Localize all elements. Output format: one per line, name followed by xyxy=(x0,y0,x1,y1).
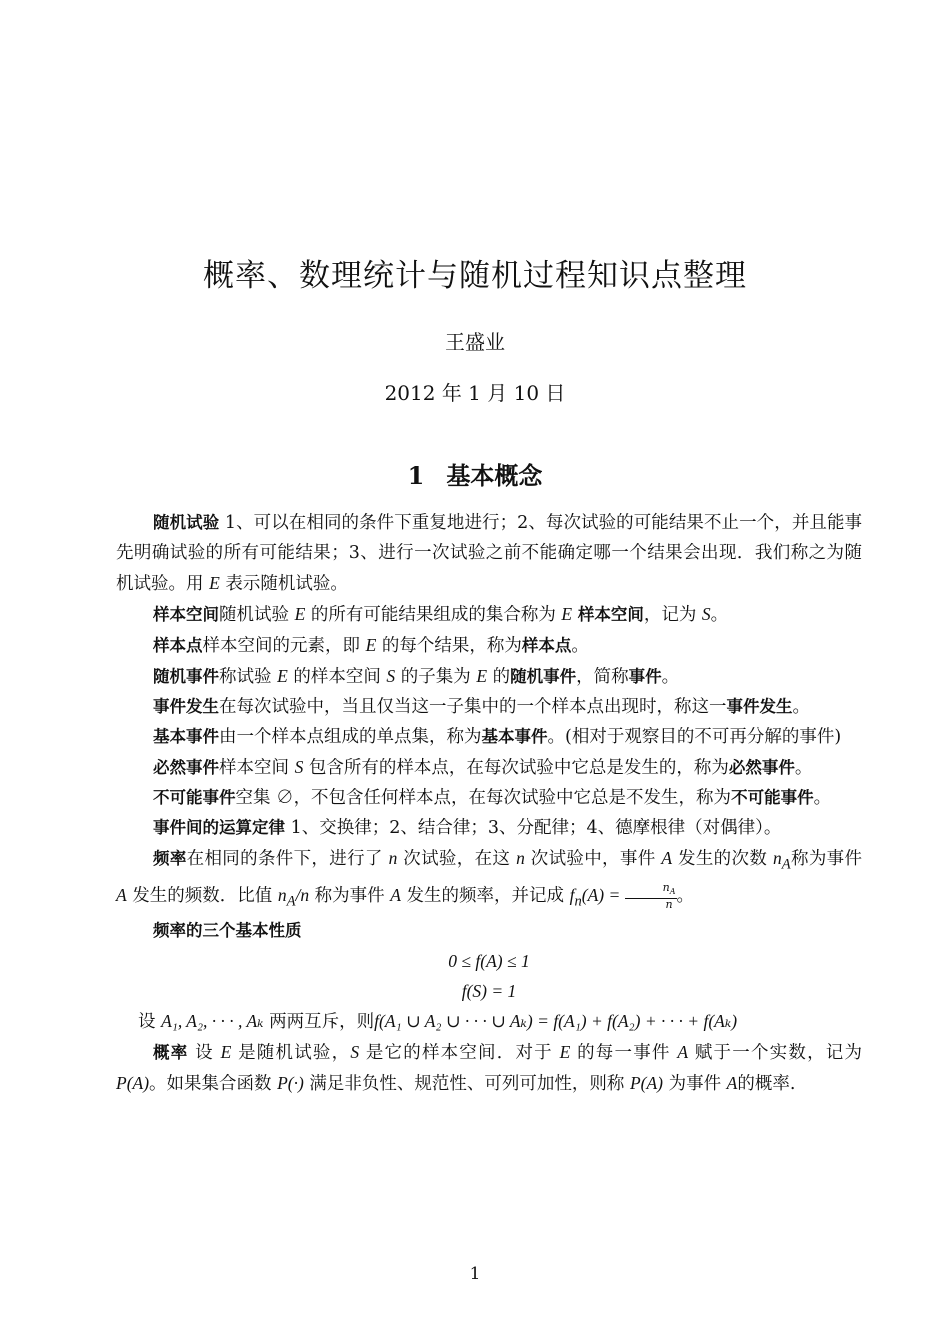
math-var: E xyxy=(559,1042,571,1062)
math-var: f xyxy=(569,884,575,905)
text: 的每个结果，称为 xyxy=(376,636,522,656)
math-var: E xyxy=(294,604,306,624)
text: 的样本空间 xyxy=(287,667,387,687)
term: 样本空间 xyxy=(153,605,219,624)
text: 。 xyxy=(813,788,832,808)
term: 基本事件 xyxy=(481,727,548,746)
math-var: P(A) xyxy=(629,1073,664,1093)
math-var: E xyxy=(209,573,220,593)
text: 次试验，在这 xyxy=(397,849,517,869)
math-var: S xyxy=(701,604,711,624)
text: 。 xyxy=(676,885,695,906)
text: 在每次试验中，当且仅当这一子集中的一个样本点出现时，称这一 xyxy=(219,697,727,717)
text: 。 xyxy=(710,605,729,625)
author: 王盛业 xyxy=(445,330,505,354)
text: 为事件 xyxy=(663,1074,727,1094)
term: 事件间的运算定律 xyxy=(153,818,285,837)
text: 称试验 xyxy=(219,667,278,687)
section-title: 基本概念 xyxy=(446,461,543,490)
math-var: /n xyxy=(295,884,310,905)
math-formula: f(A₁ ∪ A₂ ∪ · · · ∪ Aₖ) = f(A₁) + f(A₂) + · · · + f(Aₖ) xyxy=(374,1011,738,1031)
body-text xyxy=(116,508,862,1099)
text: 空集 ∅，不包含任何样本点，在每次试验中它总是不发生，称为 xyxy=(235,788,732,808)
math-var: A xyxy=(677,1042,689,1062)
math-var: (A) = xyxy=(581,884,625,905)
fraction-denominator: n xyxy=(665,897,673,911)
term: 必然事件 xyxy=(728,758,795,777)
paragraph-random-experiment xyxy=(116,508,862,599)
text: 是它的样本空间．对于 xyxy=(359,1043,560,1063)
term: 不可能事件 xyxy=(153,788,236,807)
term: 不可能事件 xyxy=(731,788,814,807)
text: 设 xyxy=(188,1043,221,1063)
paragraph-frequency xyxy=(116,843,862,916)
paragraph-random-event xyxy=(116,661,862,692)
equation-3 xyxy=(116,1006,862,1037)
term: 事件 xyxy=(628,667,662,686)
math-var: A xyxy=(661,848,673,868)
text: 称为事件 xyxy=(790,849,862,869)
term: 样本空间 xyxy=(572,605,644,624)
text: 。如果集合函数 xyxy=(149,1074,278,1094)
term: 随机事件 xyxy=(153,667,219,686)
text: 包含所有的样本点，在每次试验中它总是发生的，称为 xyxy=(303,758,729,778)
paragraph-sample-space xyxy=(116,599,862,630)
text: 次试验中，事件 xyxy=(524,849,662,869)
text: 的所有可能结果组成的集合称为 xyxy=(305,605,562,625)
text: 是随机试验， xyxy=(231,1043,351,1063)
math-var: A₁, A₂, · · · , Aₖ xyxy=(161,1011,264,1031)
paragraph-elementary-event xyxy=(116,722,862,752)
text: 。 xyxy=(571,636,589,656)
paragraph-sample-point xyxy=(116,630,862,661)
math-var: E xyxy=(561,604,573,624)
math-var: A xyxy=(390,884,401,905)
term: 概率 xyxy=(153,1043,189,1062)
term: 样本点 xyxy=(521,636,572,655)
math-var: A xyxy=(726,1073,738,1093)
text: 。 xyxy=(661,667,680,687)
equation-2: f(S) = 1 xyxy=(461,981,517,1001)
text: ，简称 xyxy=(576,667,629,687)
term: 频率 xyxy=(153,849,187,868)
text: 的每一事件 xyxy=(570,1043,678,1063)
math-subscript: A xyxy=(669,887,676,897)
math-subscript: A xyxy=(781,856,791,873)
paragraph-certain-event xyxy=(116,752,862,783)
math-var: n xyxy=(516,848,525,868)
text: 随机试验 xyxy=(219,605,295,625)
term: 必然事件 xyxy=(153,758,219,777)
text: 1、可以在相同的条件下重复地进行；2、每次试验的可能结果不止一个，并且能事先明确试验的所有可能结果；3、进行一次试验之前不能确定哪一个结果会出现．我们称之为随机试验。用 xyxy=(116,513,863,594)
text: 表示随机试验。 xyxy=(219,574,348,594)
math-var: E xyxy=(365,635,377,655)
math-var: E xyxy=(476,666,488,686)
text: 。(相对于观察目的不可再分解的事件) xyxy=(547,727,842,747)
text: 由一个样本点组成的单点集，称为 xyxy=(219,727,482,747)
paragraph-impossible-event xyxy=(116,783,862,813)
text: 在相同的条件下，进行了 xyxy=(186,849,389,869)
math-var: n xyxy=(773,848,782,868)
paragraph-event-occurs xyxy=(116,692,862,722)
text: 。 xyxy=(794,758,813,778)
math-var: P(A) xyxy=(116,1073,150,1093)
math-subscript: A xyxy=(286,893,296,909)
section-number: 1 xyxy=(407,461,425,490)
math-var: S xyxy=(350,1042,360,1062)
text: 两两互斥，则 xyxy=(263,1012,375,1032)
math-var: E xyxy=(220,1042,232,1062)
text: ，记为 xyxy=(643,605,702,625)
math-var: n xyxy=(388,848,398,868)
text: 满足非负性、规范性、可列可加性，则称 xyxy=(303,1074,630,1094)
math-var: A xyxy=(116,884,127,905)
math-var: n xyxy=(662,881,670,895)
text: 发生的频数．比值 xyxy=(126,885,278,906)
term: 样本点 xyxy=(153,636,203,655)
section-heading xyxy=(0,456,950,491)
math-var: S xyxy=(386,666,396,686)
term: 事件发生 xyxy=(153,697,219,716)
math-var: P(·) xyxy=(277,1073,304,1093)
text: 的概率. xyxy=(737,1074,796,1094)
text: 赋于一个实数，记为 xyxy=(688,1043,862,1063)
term: 基本事件 xyxy=(153,727,219,746)
text: 。 xyxy=(792,697,810,717)
fraction-numerator xyxy=(625,882,677,898)
text: 1、交换律；2、结合律；3、分配律；4、德摩根律（对偶律）。 xyxy=(285,818,782,838)
text: 设 xyxy=(138,1012,162,1032)
math-var: S xyxy=(294,757,304,777)
paper-title: 概率、数理统计与随机过程知识点整理 xyxy=(203,258,747,294)
text: 发生的频率，并记成 xyxy=(400,885,570,906)
math-var: E xyxy=(277,666,288,686)
term: 随机试验 xyxy=(153,513,220,532)
page-number: 1 xyxy=(469,1264,481,1284)
term: 频率的三个基本性质 xyxy=(153,921,302,940)
paragraph-operation-laws xyxy=(116,813,862,843)
text: 样本空间的元素，即 xyxy=(202,636,366,656)
text: 称为事件 xyxy=(309,885,391,906)
paragraph-probability xyxy=(116,1037,862,1099)
term: 随机事件 xyxy=(510,667,577,686)
date: 2012 年 1 月 10 日 xyxy=(384,381,566,405)
paragraph-frequency-properties xyxy=(116,916,862,946)
text: 样本空间 xyxy=(219,758,295,778)
fraction xyxy=(625,882,677,909)
math-subscript: n xyxy=(574,893,582,909)
math-var: n xyxy=(277,884,287,905)
text: 的 xyxy=(487,667,511,687)
text: 发生的次数 xyxy=(672,849,774,869)
equation-1: 0 ≤ f(A) ≤ 1 xyxy=(448,951,530,971)
text: 的子集为 xyxy=(395,667,477,687)
term: 事件发生 xyxy=(726,697,793,716)
